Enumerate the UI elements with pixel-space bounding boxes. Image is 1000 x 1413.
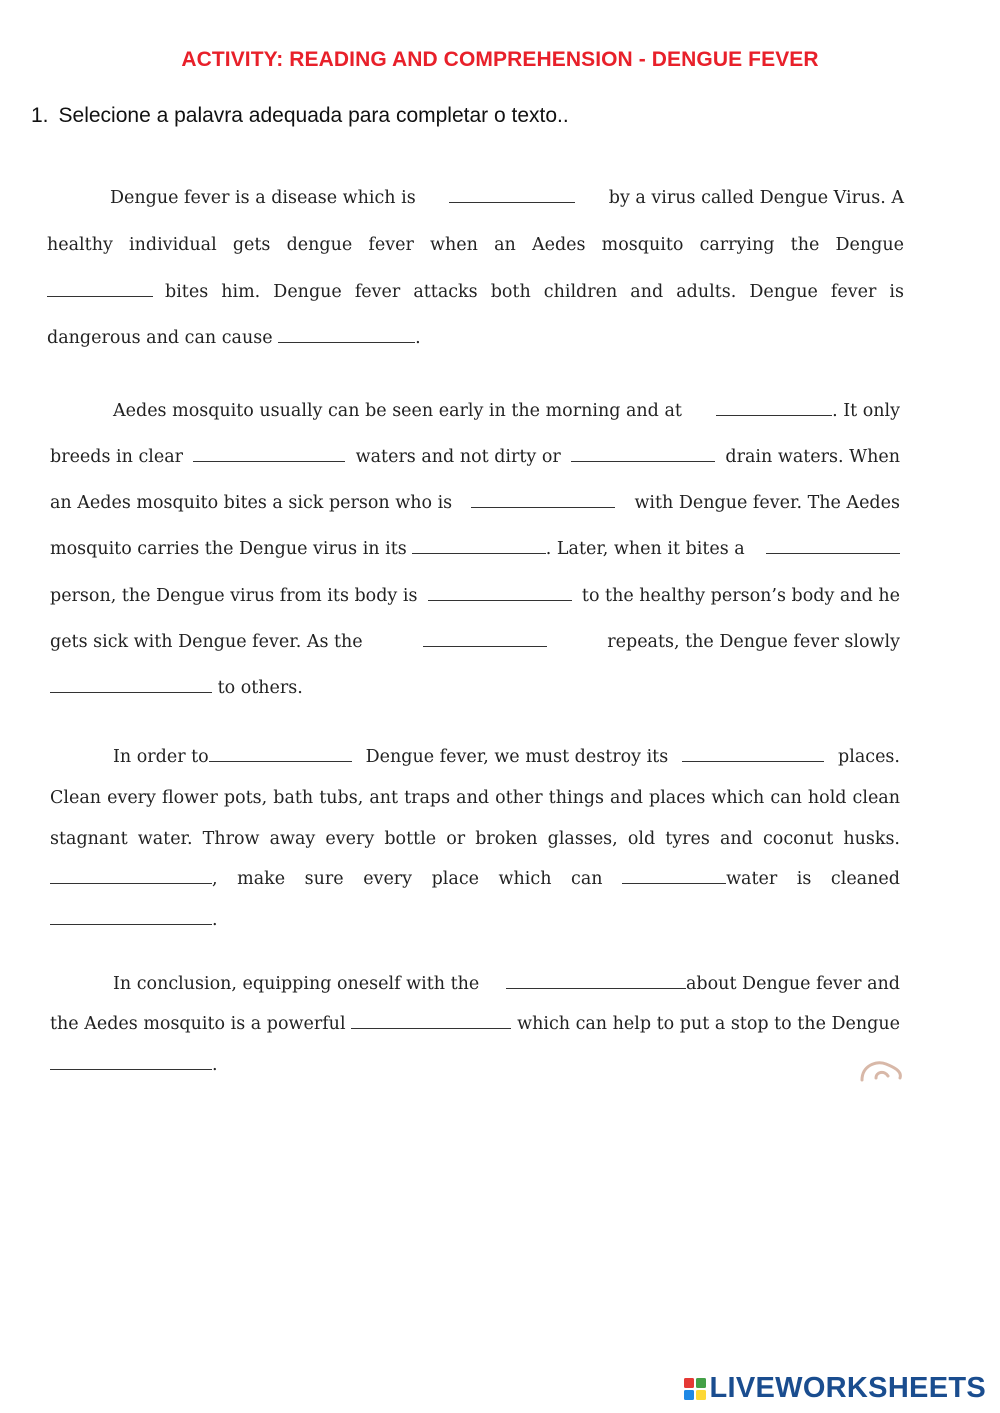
paragraph-3-line-5: .	[50, 912, 218, 930]
blank-evening[interactable]	[716, 414, 832, 416]
blank-breeding[interactable]	[682, 760, 824, 762]
paragraph-1-line-3: bites him. Dengue fever attacks both children and adults. Dengue fever is	[47, 284, 904, 302]
paragraph-3-line-4: , make sure every place which can water is cleaned	[50, 871, 900, 889]
blank-prevent[interactable]	[209, 760, 352, 762]
instruction	[31, 104, 569, 128]
blank-body[interactable]	[412, 552, 546, 554]
paragraph-2-line-2: breeds in clear waters and not dirty or drain waters. When	[50, 447, 900, 467]
logo-square-2	[696, 1378, 706, 1388]
blank-regularly[interactable]	[50, 923, 212, 925]
liveworksheets-logo-icon	[684, 1378, 706, 1400]
logo-square-3	[684, 1390, 694, 1400]
blank-knowledge[interactable]	[506, 987, 686, 989]
blank-cycle[interactable]	[423, 645, 547, 647]
instruction-text: Selecione a palavra adequada para completar o texto..	[58, 104, 569, 127]
paragraph-4-line-3: .	[50, 1057, 218, 1075]
logo-square-4	[696, 1390, 706, 1400]
blank-death[interactable]	[278, 341, 415, 343]
blank-weapon[interactable]	[351, 1027, 511, 1029]
blank-infected[interactable]	[471, 506, 615, 508]
page-title: ACTIVITY: READING AND COMPREHENSION - DENGUE FEVER	[181, 48, 819, 71]
paragraph-2-line-5: person, the Dengue virus from its body is to the healthy person’s body and he	[50, 586, 900, 606]
blank-transferred[interactable]	[428, 599, 572, 601]
paragraph-2-line-1: Aedes mosquito usually can be seen early in the morning and at . It only	[113, 401, 900, 421]
blank-menace[interactable]	[50, 1068, 212, 1070]
paragraph-4-line-1: In conclusion, equipping oneself with the about Dengue fever and	[113, 974, 900, 994]
decorative-scribble-icon	[858, 1058, 904, 1082]
paragraph-3-line-2: Clean every flower pots, bath tubs, ant traps and other things and places which can hold clean	[50, 788, 900, 808]
liveworksheets-brand	[684, 1372, 987, 1405]
paragraph-1-line-2: healthy individual gets dengue fever when an Aedes mosquito carrying the Dengue	[47, 235, 904, 255]
paragraph-1-line-1: Dengue fever is a disease which is by a virus called Dengue Virus. A	[110, 188, 904, 208]
blank-healthy[interactable]	[766, 552, 900, 554]
blank-muddy[interactable]	[571, 460, 715, 462]
blank-caused[interactable]	[449, 201, 575, 203]
instruction-number: 1.	[31, 104, 49, 127]
blank-stagnant[interactable]	[193, 460, 345, 462]
logo-square-1	[684, 1378, 694, 1388]
blank-virus[interactable]	[47, 295, 153, 297]
paragraph-2-line-4: mosquito carries the Dengue virus in its . Later, when it bites a	[50, 541, 900, 559]
blank-spreads[interactable]	[50, 691, 212, 693]
blank-collect[interactable]	[622, 882, 726, 884]
paragraph-2-line-7: to others.	[50, 680, 303, 698]
liveworksheets-wordmark: LIVEWORKSHEETS	[709, 1372, 986, 1404]
paragraph-1-line-4: dangerous and can cause .	[47, 328, 421, 348]
paragraph-2-line-3: an Aedes mosquito bites a sick person who is with Dengue fever. The Aedes	[50, 493, 900, 513]
paragraph-4-line-2: the Aedes mosquito is a powerful which can help to put a stop to the Dengue	[50, 1014, 900, 1034]
paragraph-2-line-6: gets sick with Dengue fever. As the repeats, the Dengue fever slowly	[50, 632, 900, 652]
paragraph-3-line-1: In order to Dengue fever, we must destroy its places.	[113, 747, 900, 767]
paragraph-3-line-3: stagnant water. Throw away every bottle or broken glasses, old tyres and coconut husks.	[50, 829, 900, 849]
blank-besides[interactable]	[50, 882, 212, 884]
